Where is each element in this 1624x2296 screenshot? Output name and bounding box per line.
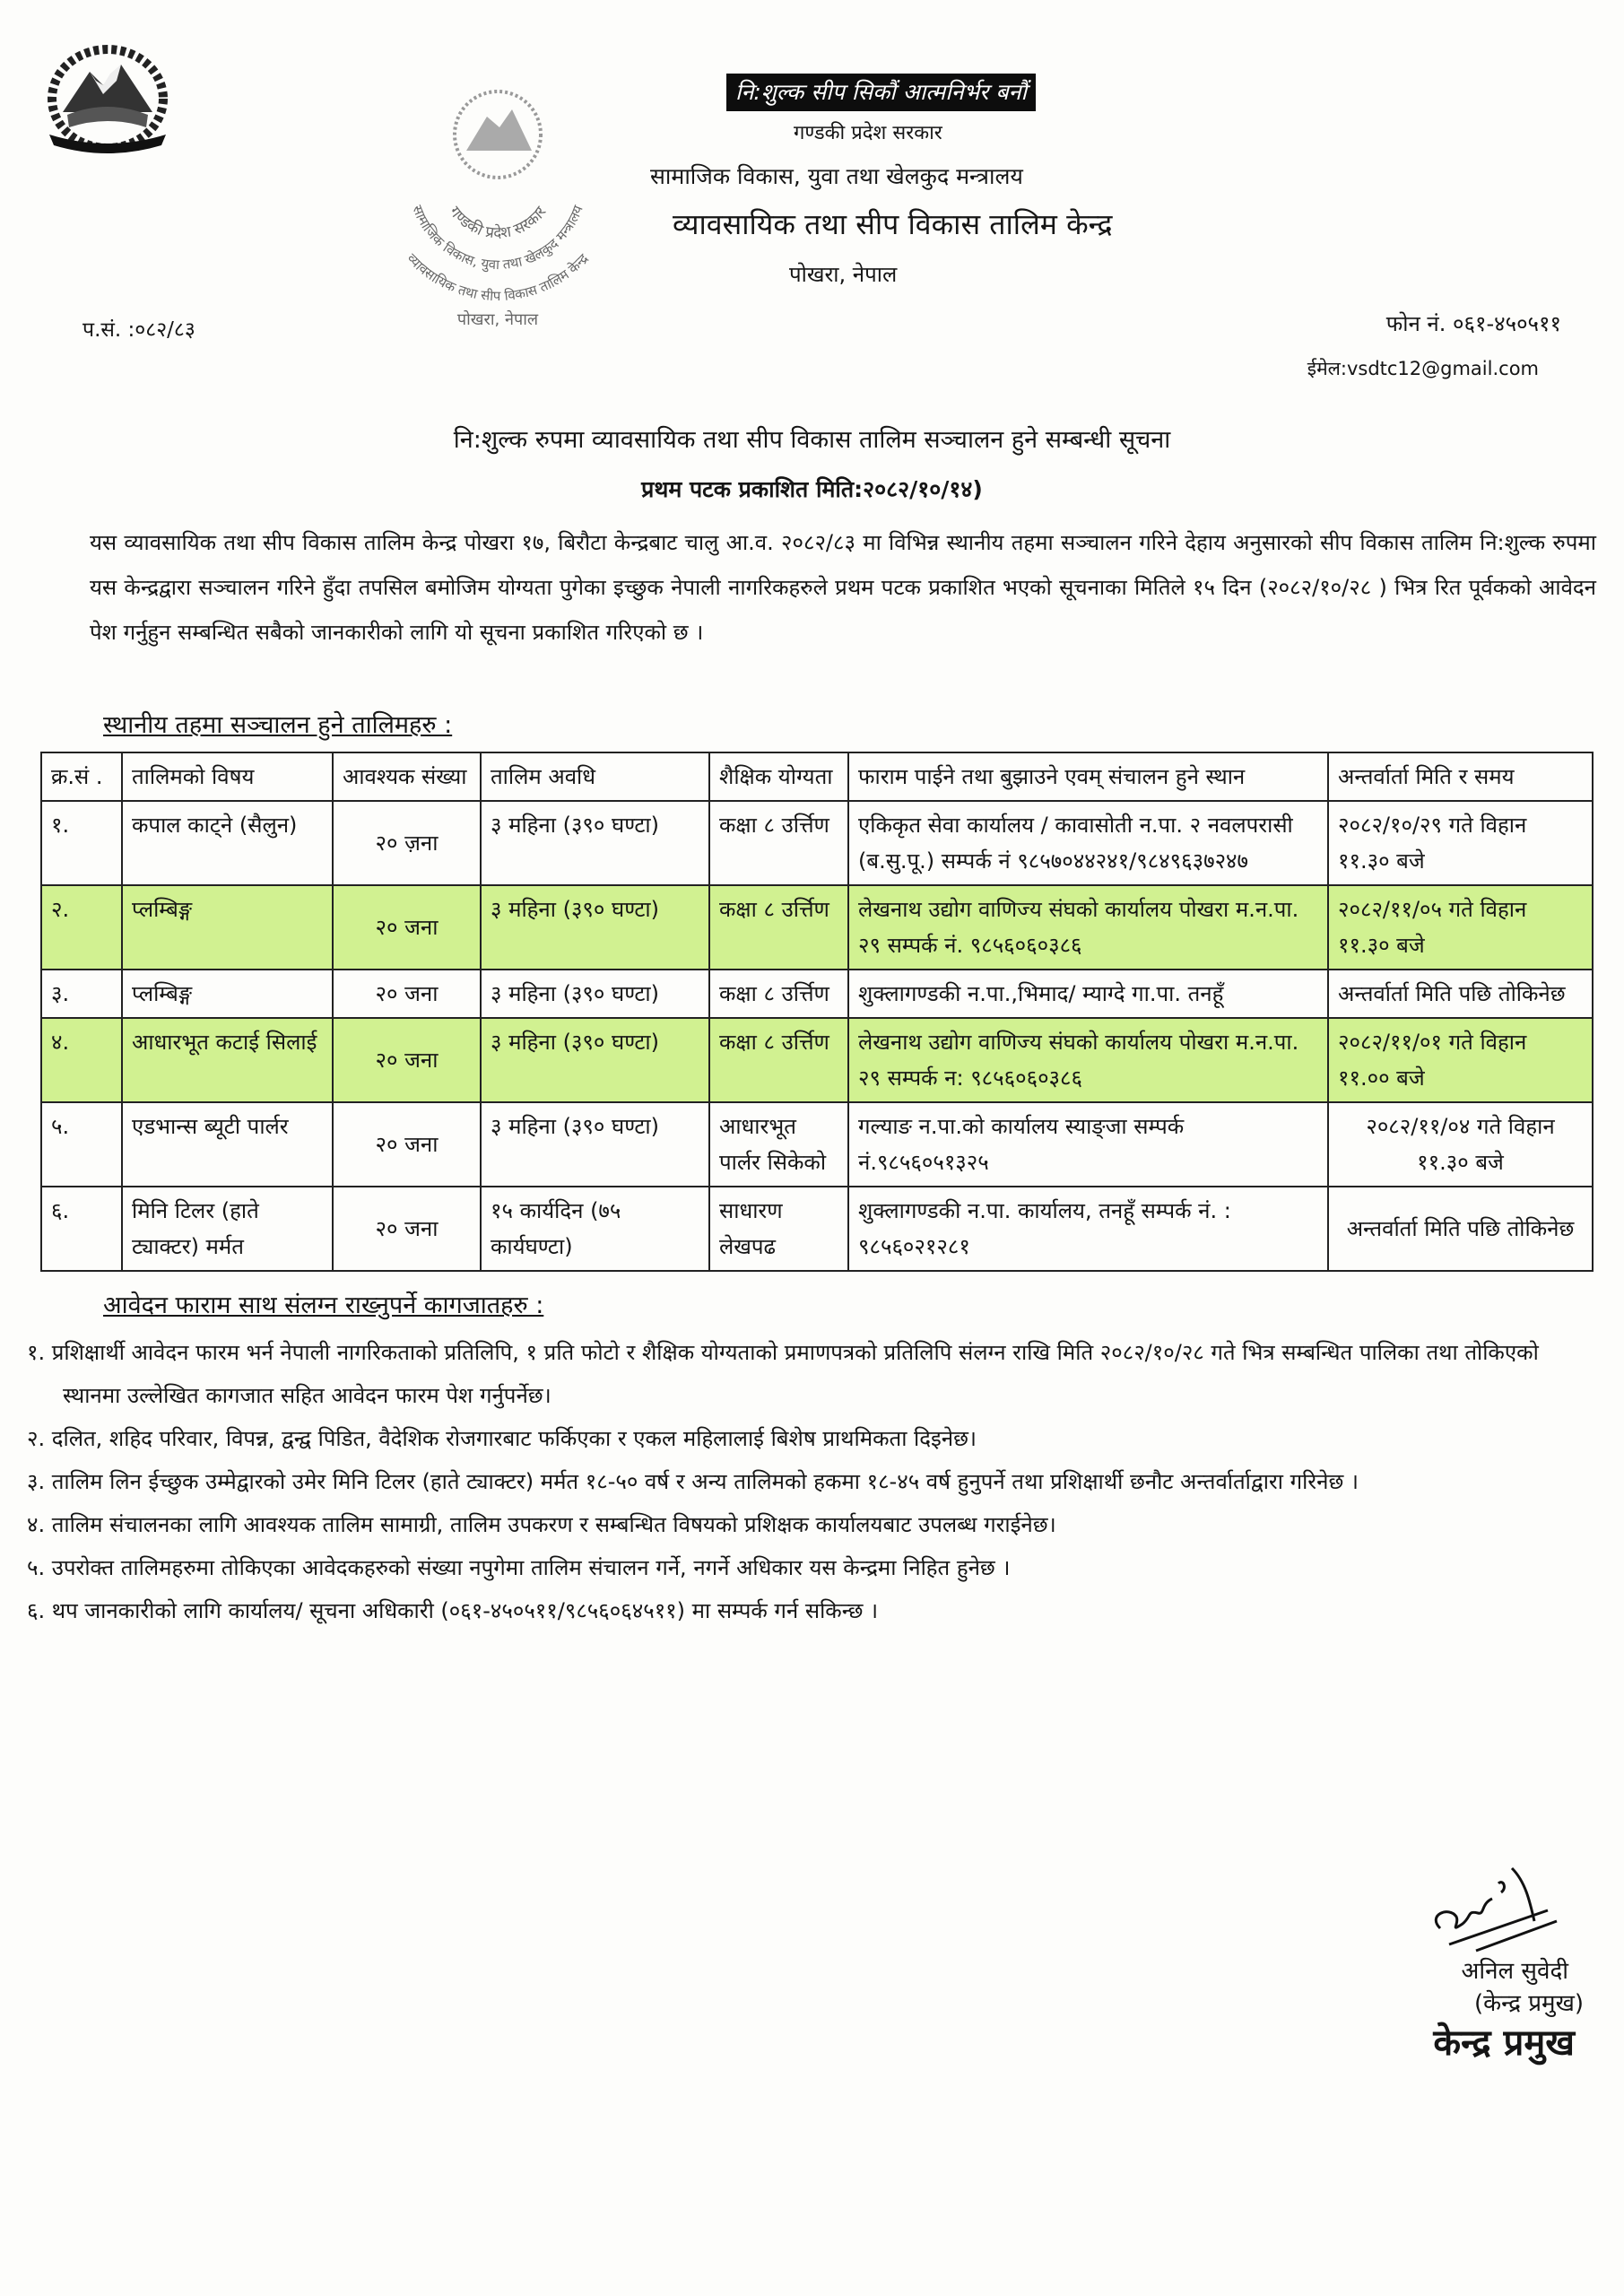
- signatory-name: अनिल सुवेदी: [1461, 1958, 1568, 1985]
- table-row: [41, 801, 1593, 885]
- cell-sn: ६.: [41, 1187, 122, 1271]
- cell-interview: अन्तर्वार्ता मिति पछि तोकिनेछ: [1328, 970, 1593, 1018]
- cell-interview: २०८२/११/०४ गते विहान ११.३० बजे: [1328, 1102, 1593, 1187]
- center-name: व्यावसायिक तथा सीप विकास तालिम केन्द्र: [673, 207, 1113, 241]
- cell-location: शुक्लागण्डकी न.पा.,भिमाद/ म्याग्दे गा.पा. तनहूँ: [848, 970, 1328, 1018]
- cell-sn: ३.: [41, 970, 122, 1018]
- cell-subject: मिनि टिलर (हाते ट्याक्टर) मर्मत: [122, 1187, 333, 1271]
- document-item: ५. उपरोक्त तालिमहरुमा तोकिएका आवेदकहरुको संख्या नपुगेमा तालिम संचालन गर्ने, नगर्ने अधिकार यस केन्द्रमा निहित हुनेछ ।: [27, 1555, 1011, 1580]
- cell-qualification: कक्षा ८ उर्त्तिण: [709, 885, 848, 970]
- cell-sn: ५.: [41, 1102, 122, 1187]
- cell-subject: कपाल काट्ने (सैलुन): [122, 801, 333, 885]
- cell-duration: ३ महिना (३९० घण्टा): [481, 1102, 709, 1187]
- documents-section: [27, 1275, 1596, 1632]
- column-header: शैक्षिक योग्यता: [709, 752, 848, 801]
- cell-interview: २०८२/११/०५ गते विहान ११.३० बजे: [1328, 885, 1593, 970]
- nepal-emblem-icon: [40, 45, 175, 161]
- stamp-text: पोखरा, नेपाल: [456, 310, 539, 329]
- city-name: पोखरा, नेपाल: [789, 262, 898, 287]
- document-item: २. दलित, शहिद परिवार, विपन्न, द्वन्द्व पिडित, वैदेशिक रोजगारबाट फर्किएका र एकल महिलालाई बिशेष प्राथमिकता दिइनेछ।: [27, 1426, 977, 1451]
- office-seal-stamp-icon: [354, 72, 641, 332]
- table-header-row: [41, 752, 1593, 801]
- cell-count: २० जना: [333, 1187, 481, 1271]
- cell-location: लेखनाथ उद्योग वाणिज्य संघको कार्यालय पोखरा म.न.पा. २९ सम्पर्क न: ९८५६०६०३८६: [848, 1018, 1328, 1102]
- published-date: प्रथम पटक प्रकाशित मिति:२०८२/१०/१४): [641, 476, 983, 502]
- cell-subject: प्लम्बिङ्ग: [122, 970, 333, 1018]
- training-table-container: [40, 752, 1592, 1272]
- document-item: ६. थप जानकारीको लागि कार्यालय/ सूचना अधिकारी (०६१-४५०५११/९८५६०६४५११) मा सम्पर्क गर्न सकिन्छ ।: [27, 1598, 879, 1623]
- stamp-text: गण्डकी प्रदेश सरकार: [445, 203, 551, 243]
- cell-sn: २.: [41, 885, 122, 970]
- table-row: [41, 1102, 1593, 1187]
- cell-location: लेखनाथ उद्योग वाणिज्य संघको कार्यालय पोखरा म.न.पा. २९ सम्पर्क नं. ९८५६०६०३८६: [848, 885, 1328, 970]
- column-header: फाराम पाईने तथा बुझाउने एवम् संचालन हुने स्थान: [848, 752, 1328, 801]
- document-item: ३. तालिम लिन ईच्छुक उम्मेद्वारको उमेर मिनि टिलर (हाते ट्याक्टर) मर्मत १८-५० वर्ष र अन्य तालिमको हकमा १८-४५ वर्ष हुनुपर्ने तथा प्रशिक्षार्थी छनौट अन्तर्वार्ताद्वारा गरिनेछ ।: [27, 1469, 1359, 1494]
- column-header: तालिम अवधि: [481, 752, 709, 801]
- notice-title: नि:शुल्क रुपमा व्यावसायिक तथा सीप विकास तालिम सञ्चालन हुने सम्बन्धी सूचना: [453, 426, 1171, 454]
- column-header: अन्तर्वार्ता मिति र समय: [1328, 752, 1593, 801]
- stamp-text: सामाजिक विकास, युवा तथा खेलकुद मन्त्रालय: [409, 203, 586, 274]
- cell-duration: ३ महिना (३९० घण्टा): [481, 885, 709, 970]
- cell-location: शुक्लागण्डकी न.पा. कार्यालय, तनहूँ सम्पर्क नं. : ९८५६०२१२८१: [848, 1187, 1328, 1271]
- document-item: १. प्रशिक्षार्थी आवेदन फारम भर्न नेपाली नागरिकताको प्रतिलिपि, १ प्रति फोटो र शैक्षिक योग्यताको प्रमाणपत्रको प्रतिलिपि संलग्न राखि मिति २०८२/१०/२८ गते भित्र सम्बन्धित पालिका तथा तोकिएको स्थानमा उल्लेखित कागजात सहित आवेदन फारम पेश गर्नुपर्नेछ।: [27, 1340, 1539, 1408]
- cell-sn: ४.: [41, 1018, 122, 1102]
- cell-interview: २०८२/१०/२९ गते विहान ११.३० बजे: [1328, 801, 1593, 885]
- cell-subject: एडभान्स ब्यूटी पार्लर: [122, 1102, 333, 1187]
- cell-location: गल्याङ न.पा.को कार्यालय स्याङ्जा सम्पर्क नं.९८५६०५१३२५: [848, 1102, 1328, 1187]
- cell-count: २० ज़ना: [333, 801, 481, 885]
- documents-list: [27, 1331, 1596, 1632]
- cell-duration: ३ महिना (३९० घण्टा): [481, 970, 709, 1018]
- cell-sn: १.: [41, 801, 122, 885]
- cell-count: २० जना: [333, 970, 481, 1018]
- cell-count: २० जना: [333, 1018, 481, 1102]
- signatory-title: केन्द्र प्रमुख: [1433, 2022, 1575, 2064]
- government-name: गण्डकी प्रदेश सरकार: [794, 122, 942, 144]
- table-row: [41, 885, 1593, 970]
- training-table: [40, 752, 1594, 1272]
- cell-subject: प्लम्बिङ्ग: [122, 885, 333, 970]
- cell-duration: १५ कार्यदिन (७५ कार्यघण्टा): [481, 1187, 709, 1271]
- cell-qualification: कक्षा ८ उर्त्तिण: [709, 970, 848, 1018]
- reference-number: प.सं. :०८२/८३: [83, 318, 195, 342]
- column-header: आवश्यक संख्या: [333, 752, 481, 801]
- phone-number: फोन नं. ०६१-४५०५११: [1385, 311, 1561, 336]
- signature-icon: [1422, 1866, 1566, 1955]
- slogan-banner: नि:शुल्क सीप सिकौं आत्मनिर्भर बनौं: [726, 74, 1036, 111]
- signatory-role: (केन्द्र प्रमुख): [1474, 1990, 1584, 2017]
- cell-qualification: आधारभूत पार्लर सिकेको: [709, 1102, 848, 1187]
- ministry-name: सामाजिक विकास, युवा तथा खेलकुद मन्त्रालय: [650, 163, 1023, 189]
- cell-qualification: साधारण लेखपढ: [709, 1187, 848, 1271]
- cell-subject: आधारभूत कटाई सिलाई: [122, 1018, 333, 1102]
- cell-interview: २०८२/११/०१ गते विहान ११.०० बजे: [1328, 1018, 1593, 1102]
- signature-block: [1315, 1866, 1584, 2066]
- documents-heading: आवेदन फाराम साथ संलग्न राख्नुपर्ने कागजातहरु :: [103, 1292, 544, 1319]
- cell-duration: ३ महिना (३९० घण्टा): [481, 801, 709, 885]
- table-row: [41, 1018, 1593, 1102]
- document-item: ४. तालिम संचालनका लागि आवश्यक तालिम सामाग्री, तालिम उपकरण र सम्बन्धित विषयको प्रशिक्षक कार्यालयबाट उपलब्ध गराईनेछ।: [27, 1512, 1056, 1537]
- cell-qualification: कक्षा ८ उर्त्तिण: [709, 801, 848, 885]
- cell-count: २० जना: [333, 1102, 481, 1187]
- email-address: ईमेल:vsdtc12@gmail.com: [1307, 358, 1539, 379]
- table-row: [41, 1187, 1593, 1271]
- stamp-text: व्यावसायिक तथा सीप विकास तालिम केन्द्र: [404, 250, 592, 305]
- column-header: तालिमको विषय: [122, 752, 333, 801]
- cell-count: २० जना: [333, 885, 481, 970]
- notice-intro: यस व्यावसायिक तथा सीप विकास तालिम केन्द्र पोखरा १७, बिरौटा केन्द्रबाट चालु आ.व. २०८२/८३ मा विभिन्न स्थानीय तहमा सञ्चालन गरिने देहाय अनुसारको सीप विकास तालिम नि:शुल्क रुपमा यस केन्द्रद्वारा सञ्चालन गरिने हुँदा तपसिल बमोजिम योग्यता पुगेका इच्छुक नेपाली नागरिकहरुले प्रथम पटक प्रकाशित भएको सूचनाका मितिले १५ दिन (२०८२/१०/२८ ) भित्र रित पूर्वकको आवेदन पेश गर्नुहुन सम्बन्धित सबैको जानकारीको लागि यो सूचना प्रकाशित गरिएको छ ।: [90, 530, 1596, 645]
- table-row: [41, 970, 1593, 1018]
- cell-location: एकिकृत सेवा कार्यालय / कावासोती न.पा. २ नवलपरासी (ब.सु.पू.) सम्पर्क नं ९८५७०४४२४१/९८४९६३७२४७: [848, 801, 1328, 885]
- cell-duration: ३ महिना (३९० घण्टा): [481, 1018, 709, 1102]
- cell-qualification: कक्षा ८ उर्त्तिण: [709, 1018, 848, 1102]
- column-header: क्र.सं .: [41, 752, 122, 801]
- table-heading: स्थानीय तहमा सञ्चालन हुने तालिमहरु :: [103, 711, 453, 739]
- cell-interview: अन्तर्वार्ता मिति पछि तोकिनेछ: [1328, 1187, 1593, 1271]
